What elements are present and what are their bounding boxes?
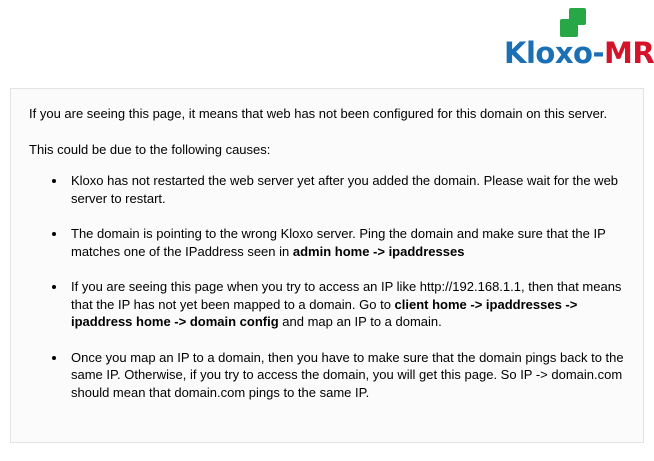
kloxo-mr-logo [504,8,654,70]
list-item [67,225,625,260]
cause-text-before: Kloxo has not restarted the web server yet after you added the domain. Please wait for the web server to restart. [71,173,619,206]
green-square-bottom-icon [560,19,578,37]
cause-text-before: Once you map an IP to a domain, then you have to make sure that the domain pings back to the same IP. Otherwise, if you try to access the domain, you will get this page. So IP -> domain.com should mean that domain.com pings to the same IP. [71,349,624,401]
logo-text-kloxo: Kloxo [504,36,593,70]
logo-text-mr: MR [604,36,654,70]
cause-highlight: admin home -> ipaddresses [292,243,465,259]
page-header [10,0,654,88]
cause-text-after: and map an IP to a domain. [278,314,442,330]
logo-wordmark [504,36,654,70]
list-item [67,349,625,402]
cause-highlight: client home -> ipaddresses -> ipaddress home -> domain config [71,296,578,330]
logo-text-separator: - [592,36,605,70]
message-panel [10,88,644,443]
causes-list [29,172,625,401]
intro-paragraph: If you are seeing this page, it means that web has not been configured for this domain on this server. [29,106,608,121]
list-item [67,278,625,331]
causes-heading: This could be due to the following causes: [29,141,271,157]
cause-text-before: If you are seeing this page when you try to access an IP like http://192.168.1.1, then that means that the IP has not yet been mapped to a domain. Go to [71,279,622,312]
list-item [67,172,625,207]
cause-text-before: The domain is pointing to the wrong Kloxo server. Ping the domain and make sure that the IP matches one of the IPaddress seen in [71,226,606,259]
